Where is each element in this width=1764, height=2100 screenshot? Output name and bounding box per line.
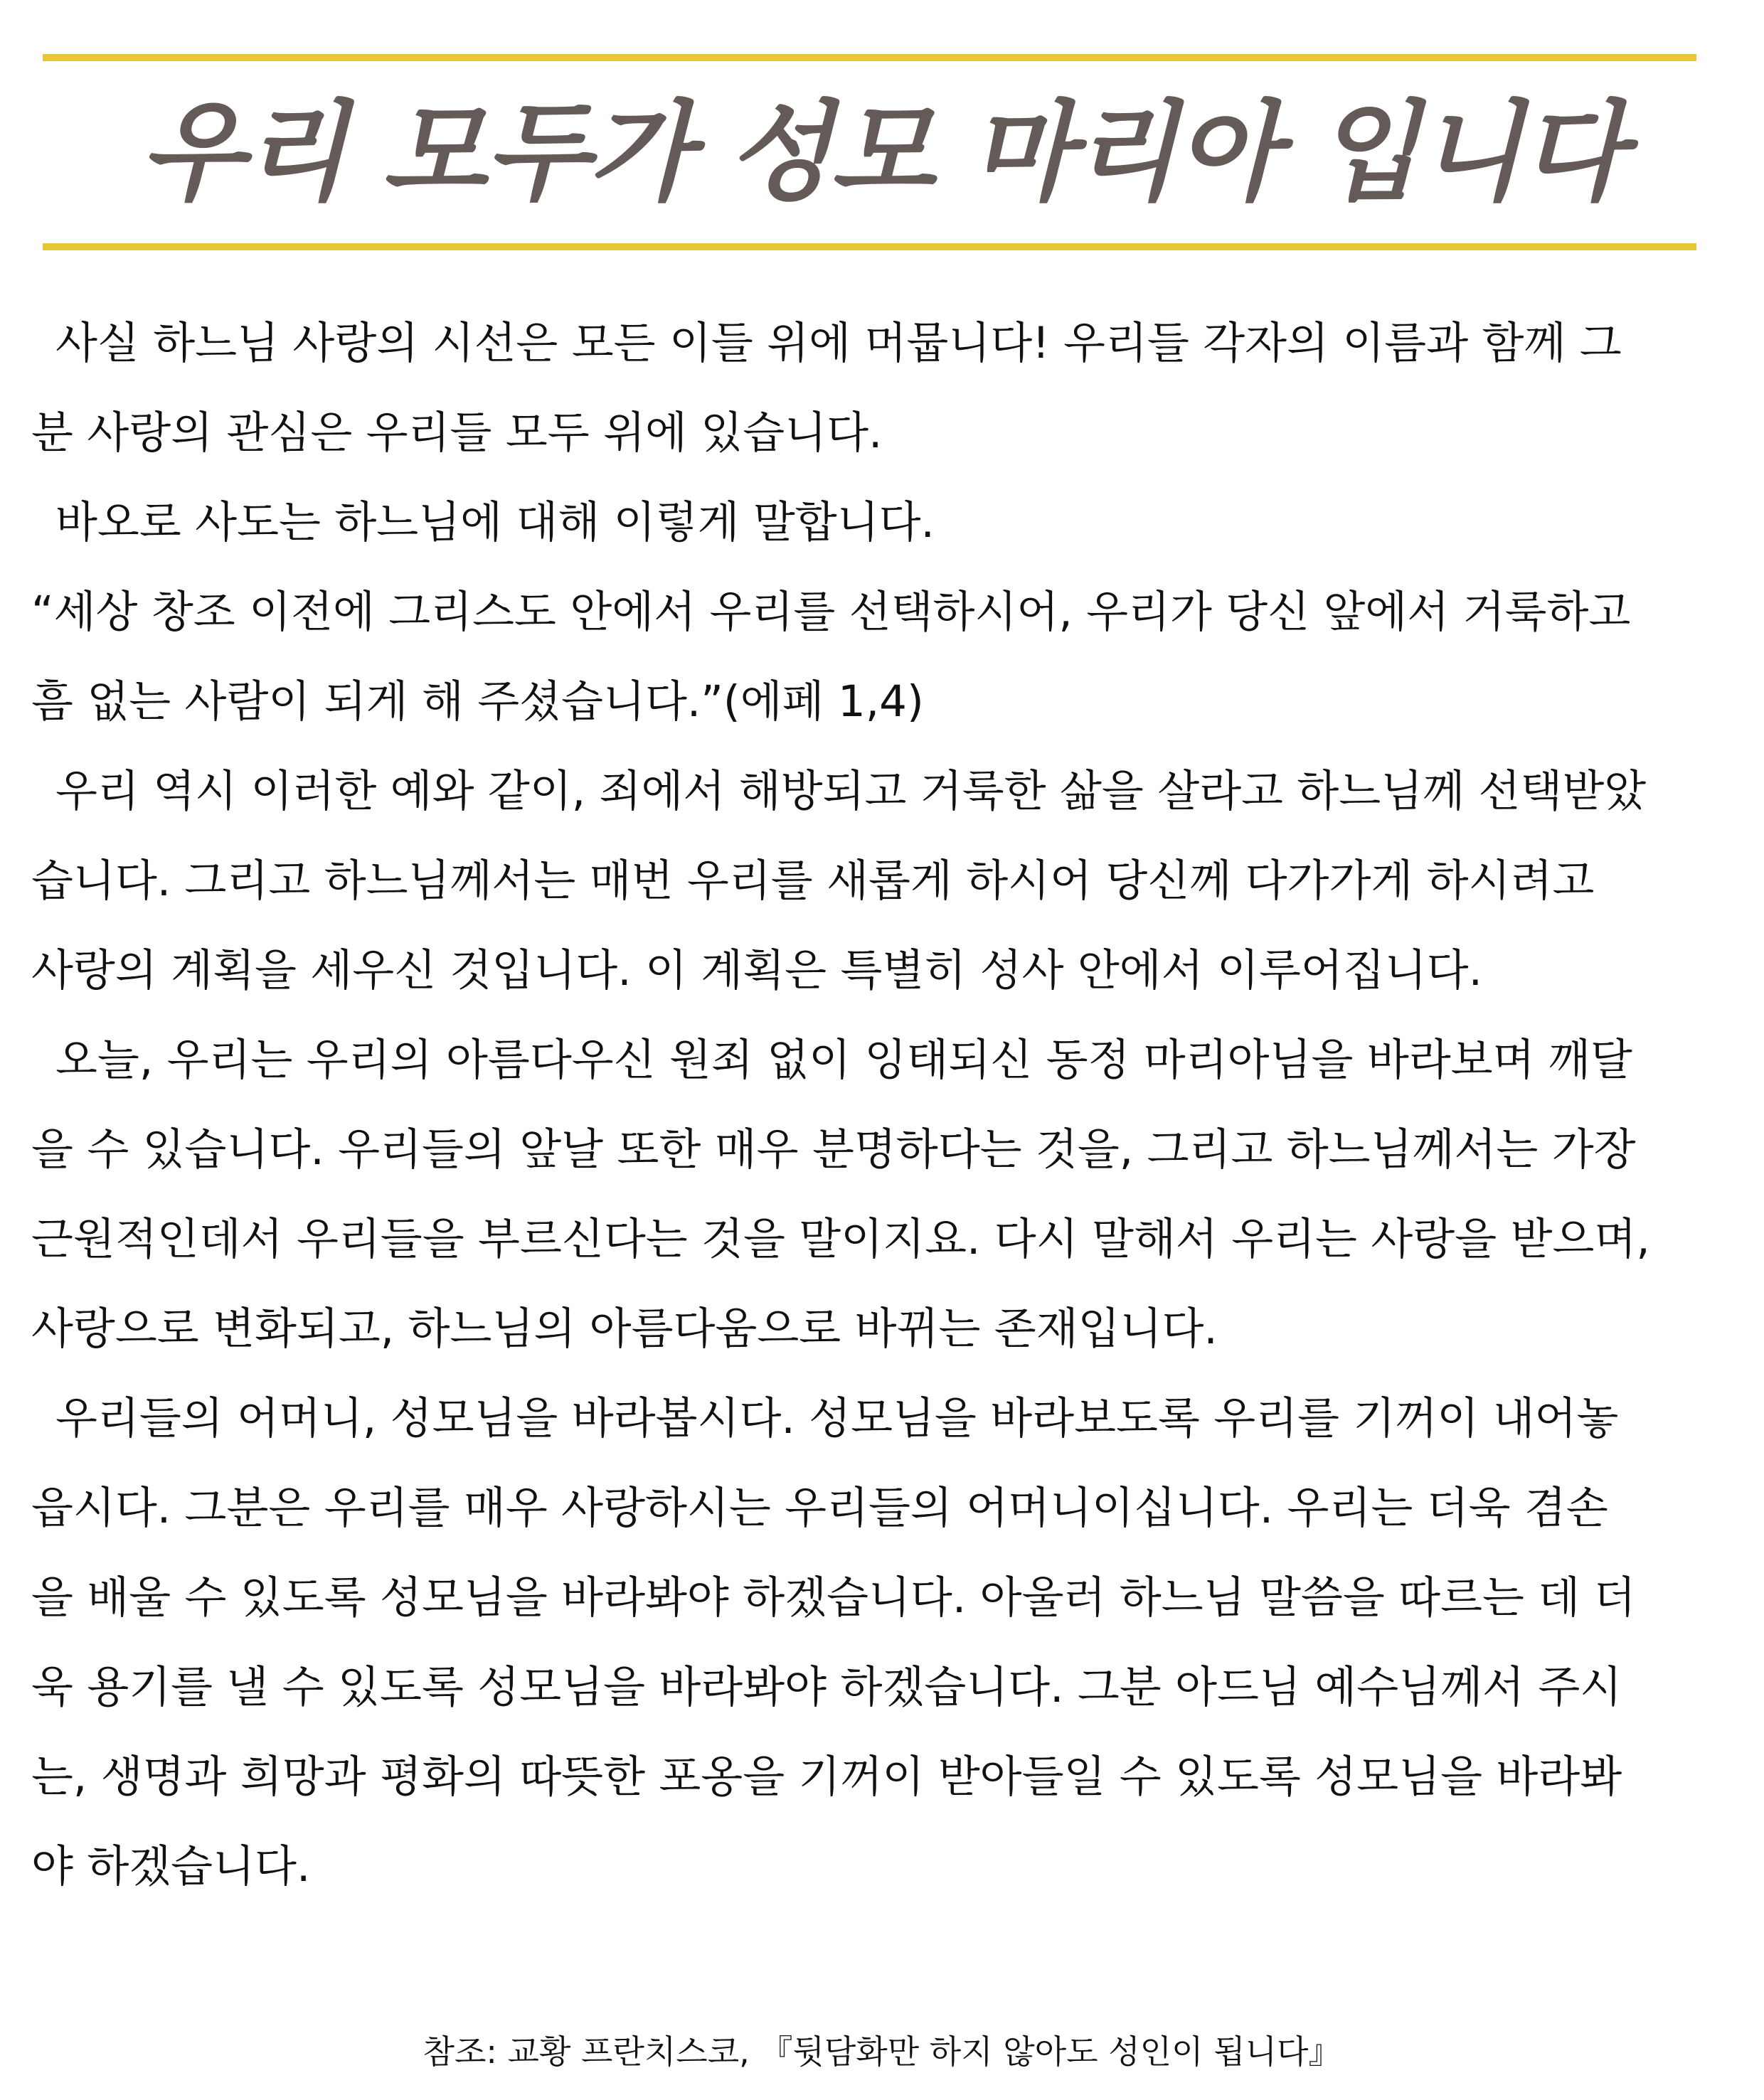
body-line: 근원적인데서 우리들을 부르신다는 것을 말이지요. 다시 말해서 우리는 사랑을 받으며, (31, 1214, 1650, 1264)
body-line: 분 사랑의 관심은 우리들 모두 위에 있습니다. (31, 407, 883, 458)
body-line: 우리들의 어머니, 성모님을 바라봅시다. 성모님을 바라보도록 우리를 기꺼이 내어놓 (55, 1393, 1619, 1444)
body-line: 흠 없는 사람이 되게 해 주셨습니다.”(에페 1,4) (31, 676, 924, 727)
body-line: 는, 생명과 희망과 평화의 따뜻한 포옹을 기꺼이 받아들일 수 있도록 성모님을 바라봐 (31, 1752, 1622, 1802)
body-line: “세상 창조 이전에 그리스도 안에서 우리를 선택하시어, 우리가 당신 앞에서 거룩하고 (31, 587, 1631, 637)
body-line: 야 하겠습니다. (31, 1841, 311, 1892)
body-line: 사랑으로 변화되고, 하느님의 아름다움으로 바뀌는 존재입니다. (31, 1304, 1218, 1354)
article-body (31, 299, 1738, 1912)
body-line: 바오로 사도는 하느님에 대해 이렇게 말합니다. (55, 497, 935, 548)
body-line: 사랑의 계획을 세우신 것입니다. 이 계획은 특별히 성사 안에서 이루어집니다. (31, 945, 1483, 996)
body-line: 읍시다. 그분은 우리를 매우 사랑하시는 우리들의 어머니이십니다. 우리는 더욱 겸손 (31, 1483, 1608, 1533)
body-line: 을 수 있습니다. 우리들의 앞날 또한 매우 분명하다는 것을, 그리고 하느님께서는 가장 (31, 1124, 1636, 1175)
reference-footnote: 참조: 교황 프란치스코, 『뒷담화만 하지 않아도 성인이 됩니다』 (423, 2032, 1341, 2071)
page-title: 우리 모두가 성모 마리아 입니다 (139, 90, 1625, 215)
bottom-divider (43, 243, 1696, 250)
body-line: 습니다. 그리고 하느님께서는 매번 우리를 새롭게 하시어 당신께 다가가게 하시려고 (31, 856, 1595, 906)
top-divider (43, 54, 1696, 61)
body-line: 사실 하느님 사랑의 시선은 모든 이들 위에 머뭅니다! 우리들 각자의 이름과 함께 그 (55, 318, 1622, 368)
body-line: 을 배울 수 있도록 성모님을 바라봐야 하겠습니다. 아울러 하느님 말씀을 따르는 데 더 (31, 1572, 1636, 1623)
body-line: 욱 용기를 낼 수 있도록 성모님을 바라봐야 하겠습니다. 그분 아드님 예수님께서 주시 (31, 1662, 1622, 1712)
body-line: 오늘, 우리는 우리의 아름다우신 원죄 없이 잉태되신 동정 마리아님을 바라보며 깨달 (55, 1035, 1632, 1085)
body-line: 우리 역시 이러한 예와 같이, 죄에서 해방되고 거룩한 삶을 살라고 하느님께 선택받았 (55, 766, 1647, 816)
